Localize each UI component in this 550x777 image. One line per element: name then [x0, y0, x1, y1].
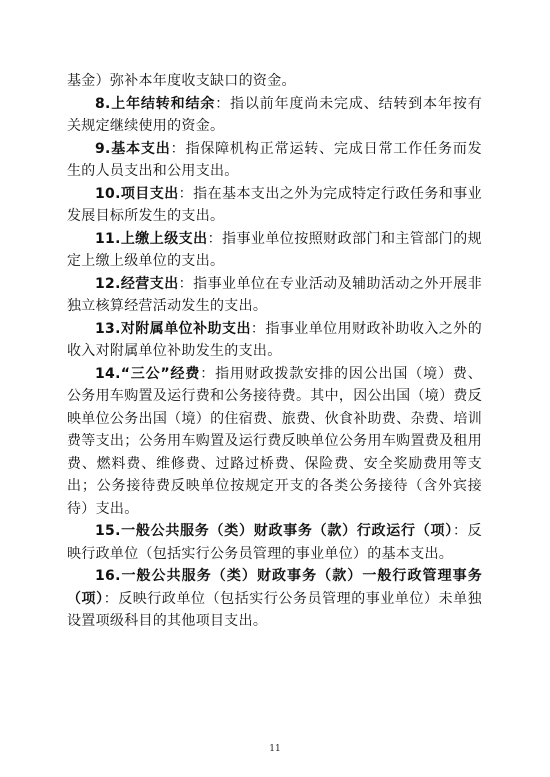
term-definition: ：指在基本支出之外为完成特定行政任务和事业发展目标所发生的支出。 — [67, 185, 482, 224]
term-heading: 9.基本支出 — [95, 140, 171, 157]
term-definition: ：指用财政拨款安排的因公出国（境）费、公务用车购置及运行费和公务接待费。其中，因公出国（境）费反映单位公务出国（境）的住宿费、旅费、伙食补助费、杂费、培训费等支出；公务用车购置及运行费反映单位公务用车购置费及租用费、燃料费、维修费、过路过桥费、保险费、安全奖励费用等支出；公务接待费反映单位按规定开支的各类公务接待（含外宾接待）支出。 — [67, 365, 483, 517]
paragraph-fund-continuation — [67, 70, 482, 93]
term-heading: 10.项目支出 — [95, 185, 179, 202]
term-definition: ：反映行政单位（包括实行公务员管理的事业单位）未单独设置项级科目的其他项目支出。 — [67, 590, 482, 629]
paragraph-general-administration — [67, 565, 482, 633]
term-definition: ：指事业单位按照财政部门和主管部门的规定上缴上级单位的支出。 — [67, 230, 482, 269]
paragraph-three-public-expenses — [67, 363, 482, 521]
paragraph-project-expenditure — [67, 183, 482, 228]
term-heading: 11.上缴上级支出 — [95, 230, 208, 247]
term-heading: 13.对附属单位补助支出 — [95, 320, 251, 337]
term-heading: 15.一般公共服务（类）财政事务（款）行政运行（项） — [95, 523, 453, 539]
paragraph-text: 基金）弥补本年度收支缺口的资金。 — [67, 73, 296, 89]
term-heading: 12.经营支出 — [95, 275, 179, 292]
term-heading: 14.“三公”经费 — [95, 365, 201, 382]
term-definition: ：反映行政单位（包括实行公务员管理的事业单位）的基本支出。 — [67, 523, 482, 562]
term-definition: ：指保障机构正常运转、完成日常工作任务而发生的人员支出和公用支出。 — [67, 140, 482, 179]
term-heading: 16.一般公共服务（类）财政事务（款）一般行政管理事务（项） — [67, 568, 482, 607]
paragraph-operating-expenditure — [67, 273, 482, 318]
term-definition: ：指以前年度尚未完成、结转到本年按有关规定继续使用的资金。 — [67, 95, 482, 134]
term-heading: 8.上年结转和结余 — [95, 95, 216, 112]
term-definition: ：指事业单位用财政补助收入之外的收入对附属单位补助发生的支出。 — [67, 320, 482, 359]
term-definition: ：指事业单位在专业活动及辅助活动之外开展非独立核算经营活动发生的支出。 — [67, 275, 482, 314]
paragraph-basic-expenditure — [67, 138, 482, 183]
paragraph-subsidiary-subsidy — [67, 318, 482, 363]
document-body — [67, 70, 482, 633]
paragraph-administrative-operation — [67, 520, 482, 565]
paragraph-prior-year-carryover — [67, 93, 482, 138]
paragraph-upper-level-remittance — [67, 228, 482, 273]
page-number: 11 — [269, 744, 281, 754]
